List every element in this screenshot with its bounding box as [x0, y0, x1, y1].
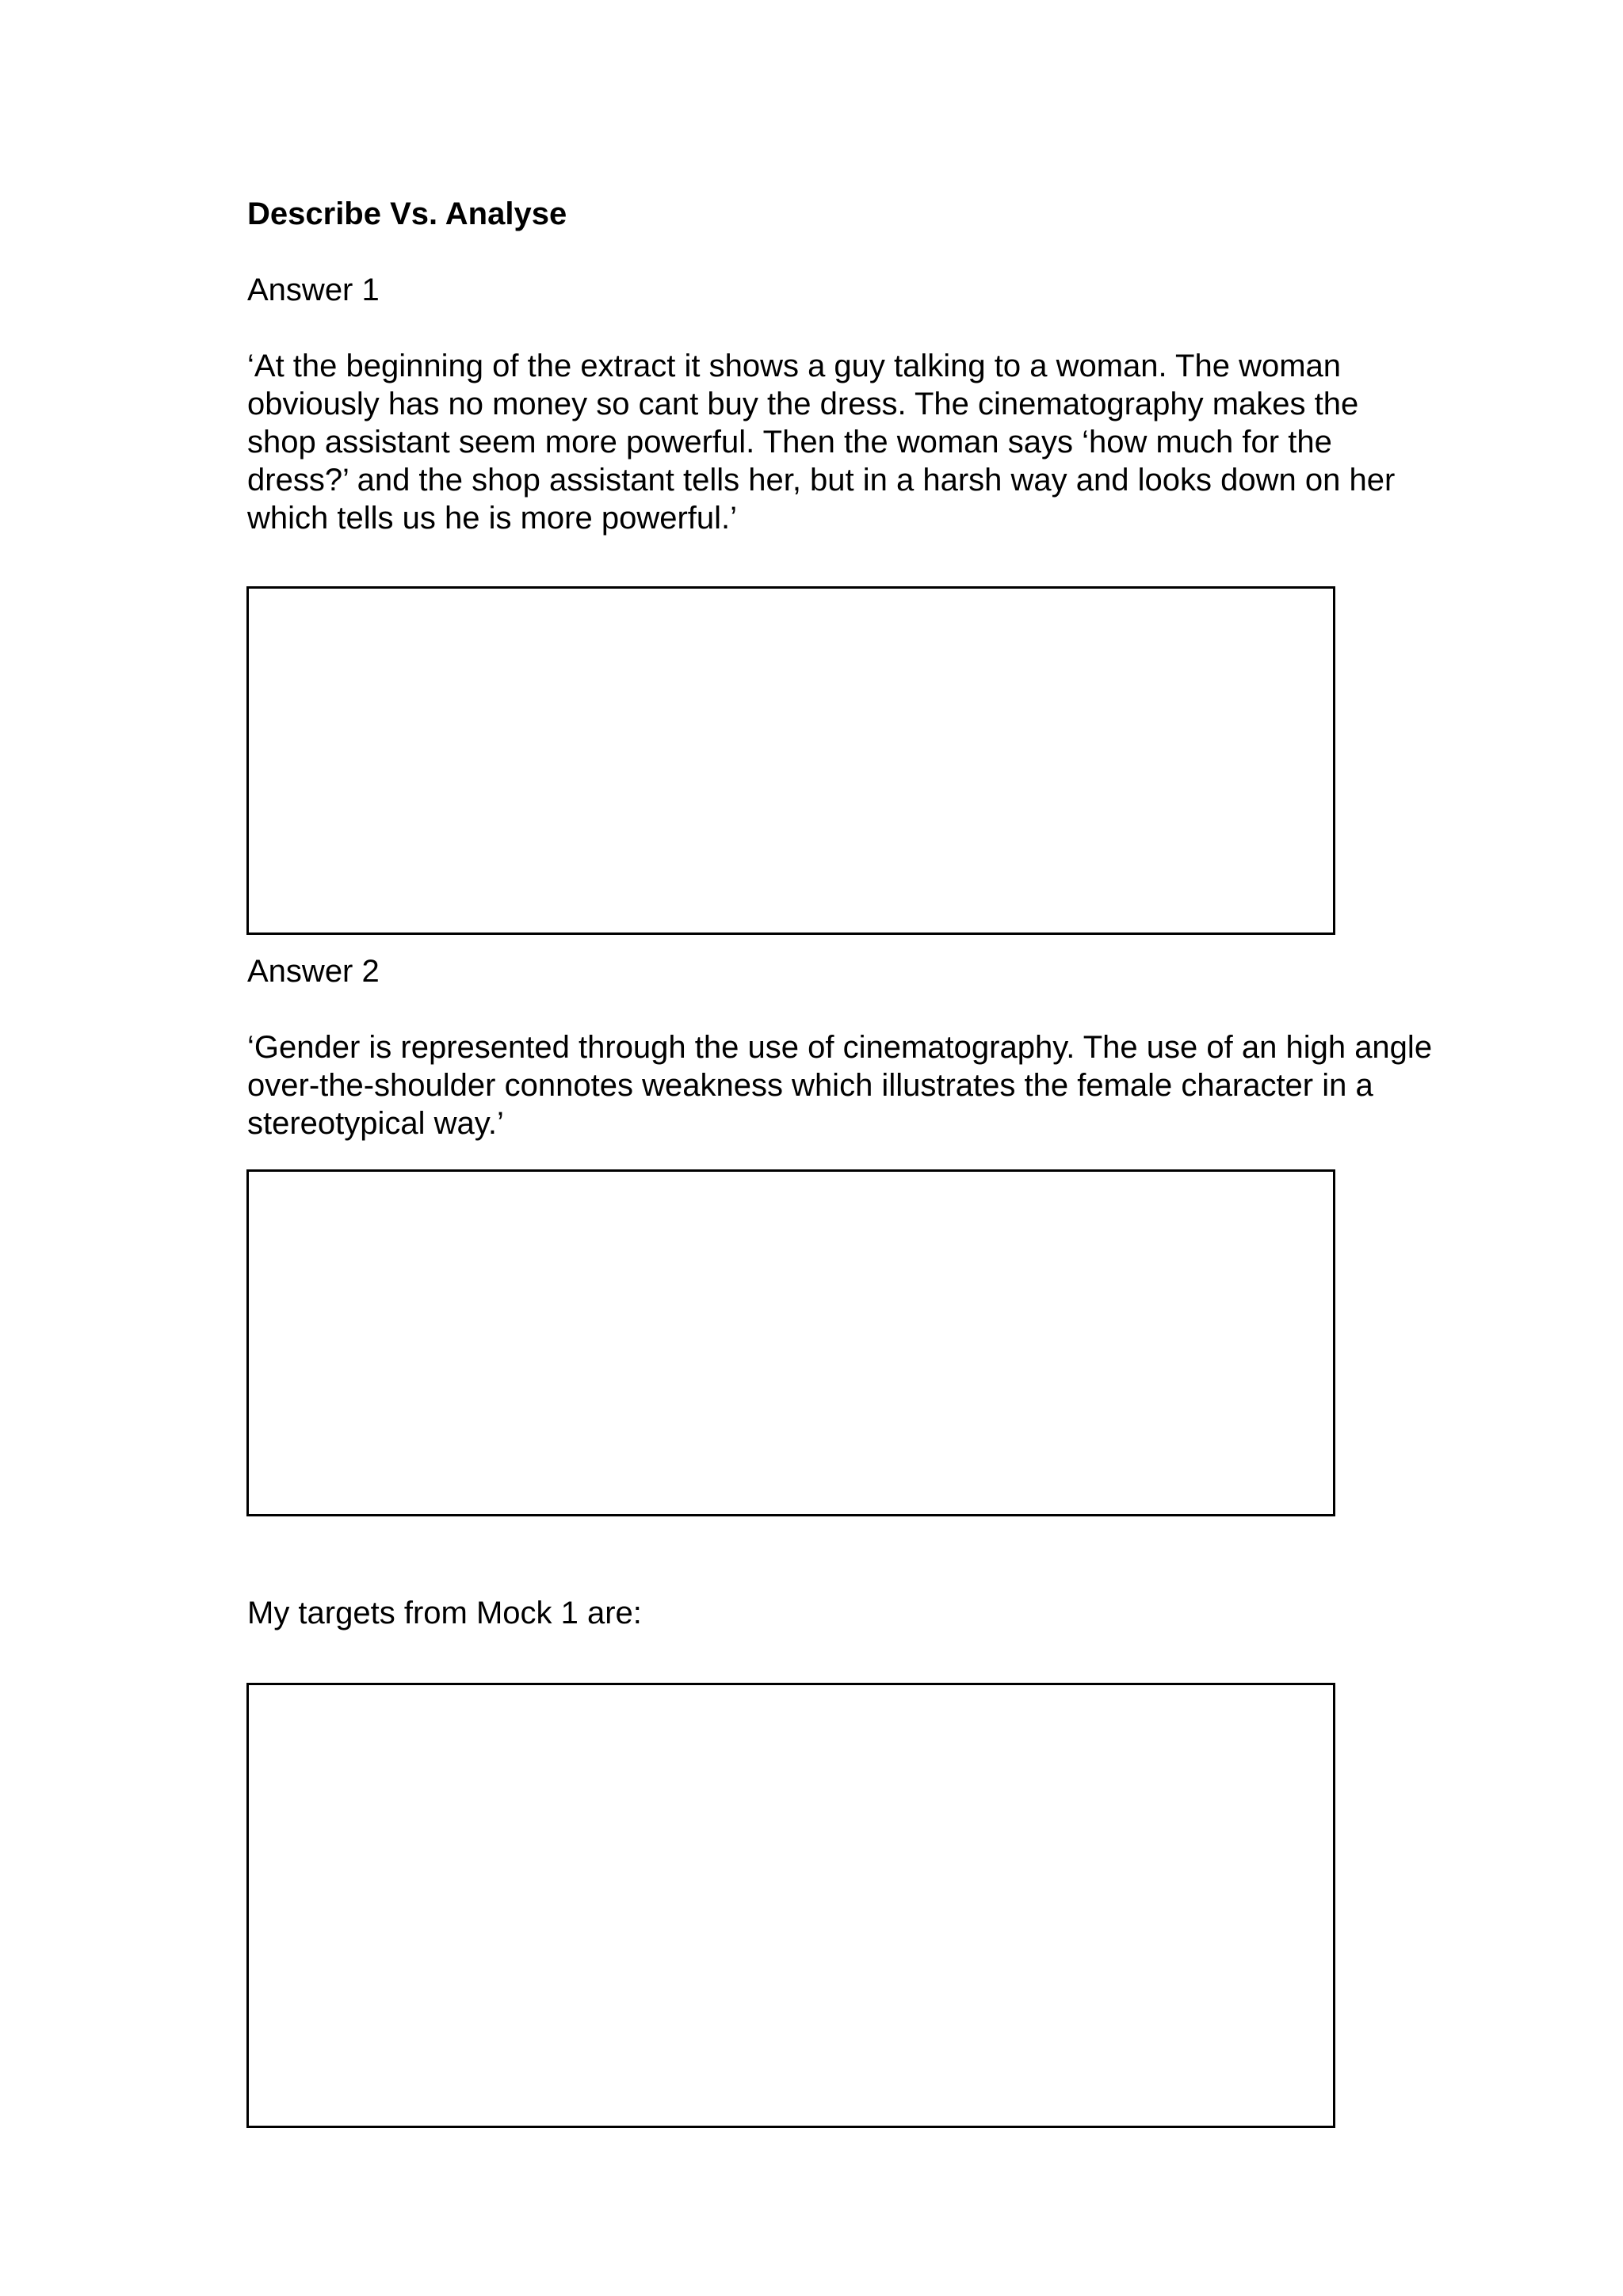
- answer-1-text: ‘At the beginning of the extract it shows a guy talking to a woman. The woman obviously has no money so cant buy the dress. The cinematography makes the shop assistant seem more powerful. Then the woman says ‘how much for the dress?’ and the shop assistant tells her, but in a harsh way and looks down on her which tells us he is more powerful.’: [247, 349, 1396, 536]
- targets-label: My targets from Mock 1 are:: [247, 1596, 642, 1630]
- page-title: Describe Vs. Analyse: [247, 196, 567, 231]
- targets-response-box[interactable]: [246, 1683, 1335, 2128]
- answer-1-label: Answer 1: [247, 273, 380, 307]
- answer-2-response-box[interactable]: [246, 1169, 1335, 1516]
- answer-2-label: Answer 2: [247, 954, 380, 989]
- answer-1-response-box[interactable]: [246, 586, 1335, 935]
- answer-2-text: ‘Gender is represented through the use of cinematography. The use of an high angle over-the-shoulder connotes weakness which illustrates the female character in a stereotypical way.’: [247, 1030, 1433, 1141]
